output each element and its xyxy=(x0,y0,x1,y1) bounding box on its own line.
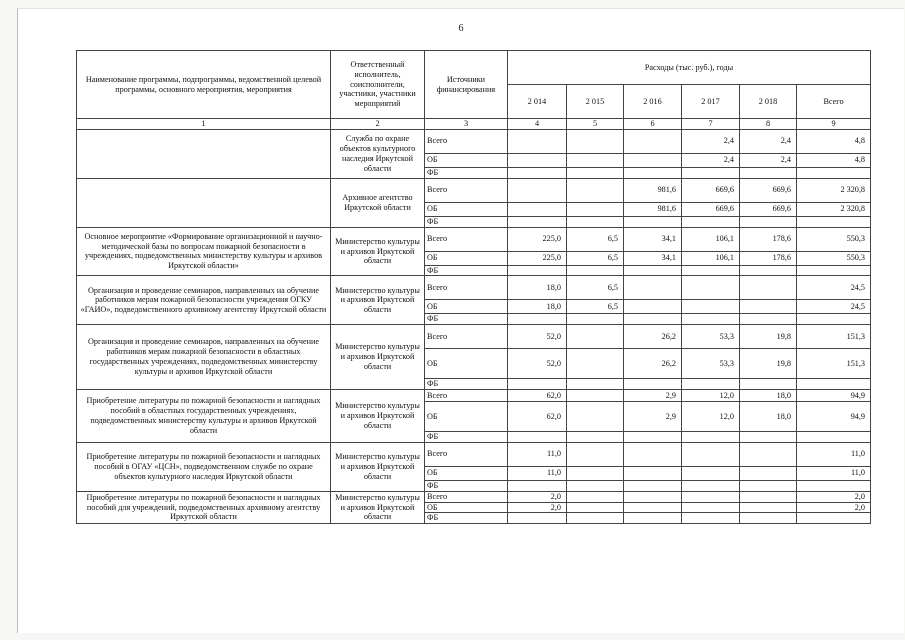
total-value: 550,3 xyxy=(797,227,871,251)
year-value: 11,0 xyxy=(508,466,567,480)
col-number: 7 xyxy=(682,119,740,130)
year-value: 52,0 xyxy=(508,349,567,379)
responsible-executor: Министерство культуры и архивов Иркутской области xyxy=(331,491,425,524)
funding-source: ФБ xyxy=(425,480,508,491)
year-value xyxy=(508,379,567,390)
year-value: 669,6 xyxy=(682,178,740,202)
col-number: 3 xyxy=(425,119,508,130)
funding-source: ФБ xyxy=(425,265,508,276)
year-value: 669,6 xyxy=(740,178,797,202)
year-value: 6,5 xyxy=(567,276,624,300)
year-value: 2,0 xyxy=(508,502,567,513)
year-value xyxy=(624,480,682,491)
total-value: 2 320,8 xyxy=(797,202,871,216)
year-value xyxy=(508,480,567,491)
year-value xyxy=(508,513,567,524)
year-value xyxy=(624,300,682,314)
year-value xyxy=(682,466,740,480)
year-value xyxy=(567,349,624,379)
funding-source: ОБ xyxy=(425,402,508,432)
year-value xyxy=(740,276,797,300)
year-value xyxy=(567,432,624,443)
year-value: 18,0 xyxy=(508,300,567,314)
year-value: 26,2 xyxy=(624,349,682,379)
year-value xyxy=(624,216,682,227)
header-source: Источники финансирования xyxy=(425,51,508,119)
year-value xyxy=(508,265,567,276)
funding-source: Всего xyxy=(425,276,508,300)
year-value xyxy=(682,491,740,502)
year-value: 12,0 xyxy=(682,402,740,432)
year-value: 18,0 xyxy=(740,402,797,432)
table-row xyxy=(77,325,871,349)
year-value: 981,6 xyxy=(624,202,682,216)
funding-source: Всего xyxy=(425,442,508,466)
year-value xyxy=(682,265,740,276)
col-number: 2 xyxy=(331,119,425,130)
year-value xyxy=(624,167,682,178)
year-value: 53,3 xyxy=(682,349,740,379)
year-value xyxy=(682,216,740,227)
header-year: 2 016 xyxy=(624,85,682,119)
funding-source: ФБ xyxy=(425,216,508,227)
header-year: 2 018 xyxy=(740,85,797,119)
year-value xyxy=(682,379,740,390)
responsible-executor: Министерство культуры и архивов Иркутской области xyxy=(331,325,425,390)
header-responsible: Ответственный исполнитель, соисполнители, участники, участники мероприятий xyxy=(331,51,425,119)
responsible-executor: Архивное агентство Иркутской области xyxy=(331,178,425,227)
year-value: 2,9 xyxy=(624,402,682,432)
year-value: 981,6 xyxy=(624,178,682,202)
year-value xyxy=(567,502,624,513)
responsible-executor: Министерство культуры и архивов Иркутской области xyxy=(331,442,425,491)
year-value xyxy=(567,265,624,276)
responsible-executor: Служба по охране объектов культурного наследия Иркутской области xyxy=(331,129,425,178)
funding-source: ОБ xyxy=(425,153,508,167)
year-value: 19,8 xyxy=(740,325,797,349)
year-value xyxy=(567,202,624,216)
year-value xyxy=(624,466,682,480)
year-value xyxy=(508,129,567,153)
funding-source: ОБ xyxy=(425,466,508,480)
year-value: 19,8 xyxy=(740,349,797,379)
total-value xyxy=(797,432,871,443)
funding-source: ФБ xyxy=(425,314,508,325)
col-number: 8 xyxy=(740,119,797,130)
header-total: Всего xyxy=(797,85,871,119)
year-value xyxy=(567,442,624,466)
event-name: Основное мероприятие «Формирование организационной и научно-методической базы по вопросам пожарной безопасности в учреждениях, подведомственных министерству культуры и архивов Иркутской области» xyxy=(77,227,331,276)
year-value xyxy=(567,390,624,402)
year-value xyxy=(508,216,567,227)
total-value: 11,0 xyxy=(797,442,871,466)
col-number: 9 xyxy=(797,119,871,130)
year-value xyxy=(508,202,567,216)
event-name xyxy=(77,178,331,227)
header-expenses: Расходы (тыс. руб.), годы xyxy=(508,51,871,85)
total-value xyxy=(797,379,871,390)
funding-source: Всего xyxy=(425,491,508,502)
funding-source: ФБ xyxy=(425,513,508,524)
funding-source: ФБ xyxy=(425,432,508,443)
year-value xyxy=(682,276,740,300)
year-value xyxy=(624,276,682,300)
funding-source: Всего xyxy=(425,178,508,202)
total-value: 151,3 xyxy=(797,325,871,349)
year-value: 62,0 xyxy=(508,390,567,402)
table-row xyxy=(77,227,871,251)
year-value xyxy=(740,480,797,491)
year-value: 106,1 xyxy=(682,227,740,251)
page-number: 6 xyxy=(458,23,464,34)
year-value xyxy=(624,502,682,513)
year-value: 2,4 xyxy=(682,129,740,153)
total-value xyxy=(797,513,871,524)
year-value xyxy=(624,129,682,153)
year-value: 106,1 xyxy=(682,251,740,265)
event-name: Приобретение литературы по пожарной безопасности и наглядных пособий в областных государственных учреждениях, подведомственных министерству культуры и архивов Иркутской области xyxy=(77,390,331,443)
year-value xyxy=(567,379,624,390)
total-value: 550,3 xyxy=(797,251,871,265)
total-value: 4,8 xyxy=(797,129,871,153)
year-value xyxy=(682,432,740,443)
year-value xyxy=(624,265,682,276)
year-value xyxy=(740,216,797,227)
year-value xyxy=(740,300,797,314)
funding-source: ОБ xyxy=(425,251,508,265)
total-value: 24,5 xyxy=(797,300,871,314)
year-value xyxy=(567,466,624,480)
year-value xyxy=(740,513,797,524)
year-value: 225,0 xyxy=(508,251,567,265)
year-value xyxy=(508,167,567,178)
header-year: 2 017 xyxy=(682,85,740,119)
year-value xyxy=(740,432,797,443)
year-value: 2,9 xyxy=(624,390,682,402)
year-value xyxy=(567,167,624,178)
year-value xyxy=(740,491,797,502)
funding-source: Всего xyxy=(425,129,508,153)
funding-source: ОБ xyxy=(425,300,508,314)
year-value xyxy=(567,513,624,524)
year-value: 6,5 xyxy=(567,300,624,314)
table-row xyxy=(77,129,871,153)
funding-source: Всего xyxy=(425,227,508,251)
year-value xyxy=(682,502,740,513)
year-value: 669,6 xyxy=(740,202,797,216)
year-value: 2,4 xyxy=(740,129,797,153)
funding-source: ОБ xyxy=(425,202,508,216)
year-value: 6,5 xyxy=(567,251,624,265)
year-value xyxy=(682,300,740,314)
year-value xyxy=(567,402,624,432)
year-value xyxy=(567,314,624,325)
expenses-table xyxy=(76,50,871,524)
table-row xyxy=(77,442,871,466)
year-value xyxy=(508,314,567,325)
year-value xyxy=(624,442,682,466)
year-value xyxy=(624,379,682,390)
year-value: 26,2 xyxy=(624,325,682,349)
year-value: 2,0 xyxy=(508,491,567,502)
funding-source: ОБ xyxy=(425,349,508,379)
total-value xyxy=(797,216,871,227)
year-value xyxy=(567,178,624,202)
year-value: 6,5 xyxy=(567,227,624,251)
table-row xyxy=(77,178,871,202)
year-value xyxy=(508,178,567,202)
year-value xyxy=(567,325,624,349)
year-value xyxy=(567,153,624,167)
year-value: 34,1 xyxy=(624,251,682,265)
event-name: Приобретение литературы по пожарной безопасности и наглядных пособий для учреждений, подведомственных архивному агентству Иркутской области xyxy=(77,491,331,524)
total-value: 2,0 xyxy=(797,502,871,513)
year-value: 2,4 xyxy=(740,153,797,167)
year-value xyxy=(624,432,682,443)
year-value: 11,0 xyxy=(508,442,567,466)
funding-source: ФБ xyxy=(425,379,508,390)
year-value: 12,0 xyxy=(682,390,740,402)
col-number: 4 xyxy=(508,119,567,130)
year-value: 62,0 xyxy=(508,402,567,432)
year-value: 18,0 xyxy=(740,390,797,402)
year-value xyxy=(682,480,740,491)
year-value xyxy=(508,153,567,167)
document-page xyxy=(17,8,904,633)
responsible-executor: Министерство культуры и архивов Иркутской области xyxy=(331,276,425,325)
col-number: 1 xyxy=(77,119,331,130)
year-value: 52,0 xyxy=(508,325,567,349)
responsible-executor: Министерство культуры и архивов Иркутской области xyxy=(331,227,425,276)
year-value xyxy=(624,513,682,524)
year-value: 178,6 xyxy=(740,251,797,265)
event-name: Организация и проведение семинаров, направленных на обучение работников мерам пожарной безопасности учреждения ОГКУ «ГАИО», подведомственного архивному агентству Иркутской области xyxy=(77,276,331,325)
col-number: 6 xyxy=(624,119,682,130)
event-name xyxy=(77,129,331,178)
total-value: 94,9 xyxy=(797,402,871,432)
table-row xyxy=(77,491,871,502)
year-value xyxy=(740,442,797,466)
table-row xyxy=(77,276,871,300)
total-value: 94,9 xyxy=(797,390,871,402)
year-value xyxy=(624,314,682,325)
year-value: 2,4 xyxy=(682,153,740,167)
total-value: 11,0 xyxy=(797,466,871,480)
year-value: 34,1 xyxy=(624,227,682,251)
total-value xyxy=(797,167,871,178)
year-value: 225,0 xyxy=(508,227,567,251)
year-value: 53,3 xyxy=(682,325,740,349)
responsible-executor: Министерство культуры и архивов Иркутской области xyxy=(331,390,425,443)
year-value xyxy=(740,466,797,480)
total-value: 2,0 xyxy=(797,491,871,502)
header-year: 2 015 xyxy=(567,85,624,119)
year-value xyxy=(682,442,740,466)
total-value: 2 320,8 xyxy=(797,178,871,202)
year-value xyxy=(567,129,624,153)
year-value xyxy=(682,167,740,178)
year-value xyxy=(682,314,740,325)
year-value xyxy=(567,216,624,227)
total-value xyxy=(797,265,871,276)
col-number: 5 xyxy=(567,119,624,130)
funding-source: ОБ xyxy=(425,502,508,513)
event-name: Приобретение литературы по пожарной безопасности и наглядных пособий в ОГАУ «ЦСН», подведомственном службе по охране объектов культурного наследия Иркутской области xyxy=(77,442,331,491)
year-value: 178,6 xyxy=(740,227,797,251)
total-value: 24,5 xyxy=(797,276,871,300)
funding-source: Всего xyxy=(425,390,508,402)
year-value xyxy=(740,379,797,390)
total-value: 4,8 xyxy=(797,153,871,167)
year-value: 669,6 xyxy=(682,202,740,216)
year-value xyxy=(567,480,624,491)
year-value xyxy=(682,513,740,524)
funding-source: Всего xyxy=(425,325,508,349)
year-value: 18,0 xyxy=(508,276,567,300)
year-value xyxy=(624,153,682,167)
year-value xyxy=(740,265,797,276)
year-value xyxy=(508,432,567,443)
year-value xyxy=(740,167,797,178)
year-value xyxy=(740,314,797,325)
funding-source: ФБ xyxy=(425,167,508,178)
total-value: 151,3 xyxy=(797,349,871,379)
table-row xyxy=(77,390,871,402)
total-value xyxy=(797,480,871,491)
year-value xyxy=(567,491,624,502)
event-name: Организация и проведение семинаров, направленных на обучение работников мерам пожарной безопасности в областных государственных учреждениях, подведомственных министерству культуры и архивов Иркутской области xyxy=(77,325,331,390)
header-year: 2 014 xyxy=(508,85,567,119)
total-value xyxy=(797,314,871,325)
year-value xyxy=(624,491,682,502)
header-name: Наименование программы, подпрограммы, ведомственной целевой программы, основного мероприятия, мероприятия xyxy=(77,51,331,119)
year-value xyxy=(740,502,797,513)
